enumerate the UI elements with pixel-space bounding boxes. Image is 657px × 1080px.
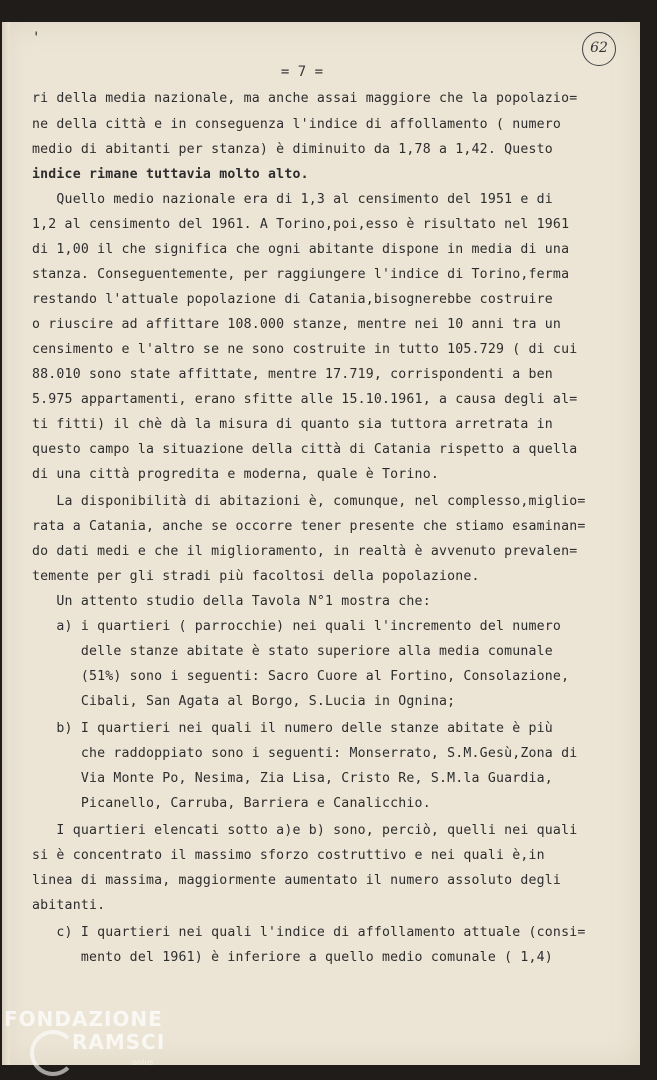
page-number: = 7 =: [280, 64, 324, 80]
text-line: do dati medi e che il miglioramento, in realtà è avvenuto prevalen=: [32, 544, 578, 559]
text-line: temente per gli stradi più facoltosi della popolazione.: [32, 569, 480, 584]
text-line: Picanello, Carruba, Barriera e Canalicchio.: [32, 796, 431, 811]
page-edge: [2, 22, 10, 1065]
text-line: indice rimane tuttavia molto alto.: [32, 167, 309, 182]
text-line: rata a Catania, anche se occorre tener presente che stiamo esaminan=: [32, 519, 586, 534]
watermark-gramsci: RAMSCI: [72, 1030, 166, 1054]
gramsci-logo-icon: [30, 1030, 76, 1076]
corner-mark: ': [32, 30, 41, 46]
text-line: stanza. Conseguentemente, per raggiungere l'indice di Torino,ferma: [32, 267, 570, 282]
text-line: di una città progredita e moderna, quale è Torino.: [32, 467, 439, 482]
text-line: 88.010 sono state affittate, mentre 17.719, corrispondenti a ben: [32, 367, 553, 382]
text-line: delle stanze abitate è stato superiore alla media comunale: [32, 644, 553, 659]
list-item-b: b) I quartieri nei quali il numero delle stanze abitate è più: [32, 721, 553, 736]
text-line: ti fitti) il chè dà la misura di quanto sia tuttora arretrata in: [32, 417, 553, 432]
text-line: ne della città e in conseguenza l'indice di affollamento ( numero: [32, 117, 562, 132]
text-line: Un attento studio della Tavola N°1 mostra che:: [32, 594, 431, 609]
list-item-c: c) I quartieri nei quali l'indice di affollamento attuale (consi=: [32, 925, 586, 940]
text-line: questo campo la situazione della città di Catania rispetto a quella: [32, 442, 578, 457]
text-line: ri della media nazionale, ma anche assai maggiore che la popolazio=: [32, 91, 578, 106]
archive-stamp: 62: [582, 32, 616, 66]
text-line: medio di abitanti per stanza) è diminuito da 1,78 a 1,42. Questo: [32, 142, 553, 157]
watermark-fondazione: FONDAZIONE: [4, 1007, 163, 1031]
text-line: che raddoppiato sono i seguenti: Monserrato, S.M.Gesù,Zona di: [32, 746, 578, 761]
document-page: [2, 22, 640, 1065]
text-line: 1,2 al censimento del 1961. A Torino,poi,esso è risultato nel 1961: [32, 217, 570, 232]
text-line: mento del 1961) è inferiore a quello medio comunale ( 1,4): [32, 950, 553, 965]
list-item-a: a) i quartieri ( parrocchie) nei quali l'incremento del numero: [32, 619, 562, 634]
text-line: Cibali, San Agata al Borgo, S.Lucia in Ognina;: [32, 694, 456, 709]
text-line: La disponibilità di abitazioni è, comunque, nel complesso,miglio=: [32, 494, 586, 509]
text-line: si è concentrato il massimo sforzo costruttivo e nei quali è,in: [32, 848, 545, 863]
text-line: 5.975 appartamenti, erano sfitte alle 15.10.1961, a causa degli al=: [32, 392, 578, 407]
text-line: linea di massima, maggiormente aumentato il numero assoluto degli: [32, 873, 562, 888]
watermark-onlus: onlus: [132, 1058, 154, 1067]
text-line: o riuscire ad affittare 108.000 stanze, mentre nei 10 anni tra un: [32, 317, 562, 332]
text-line: Quello medio nazionale era di 1,3 al censimento del 1951 e di: [32, 192, 553, 207]
text-line: Via Monte Po, Nesima, Zia Lisa, Cristo Re, S.M.la Guardia,: [32, 771, 553, 786]
text-line: (51%) sono i seguenti: Sacro Cuore al Fortino, Consolazione,: [32, 669, 570, 684]
text-line: I quartieri elencati sotto a)e b) sono, perciò, quelli nei quali: [32, 823, 578, 838]
text-line: restando l'attuale popolazione di Catania,bisognerebbe costruire: [32, 292, 553, 307]
text-line: di 1,00 il che significa che ogni abitante dispone in media di una: [32, 242, 570, 257]
text-line: censimento e l'altro se ne sono costruite in tutto 105.729 ( di cui: [32, 342, 578, 357]
text-line: abitanti.: [32, 898, 106, 913]
